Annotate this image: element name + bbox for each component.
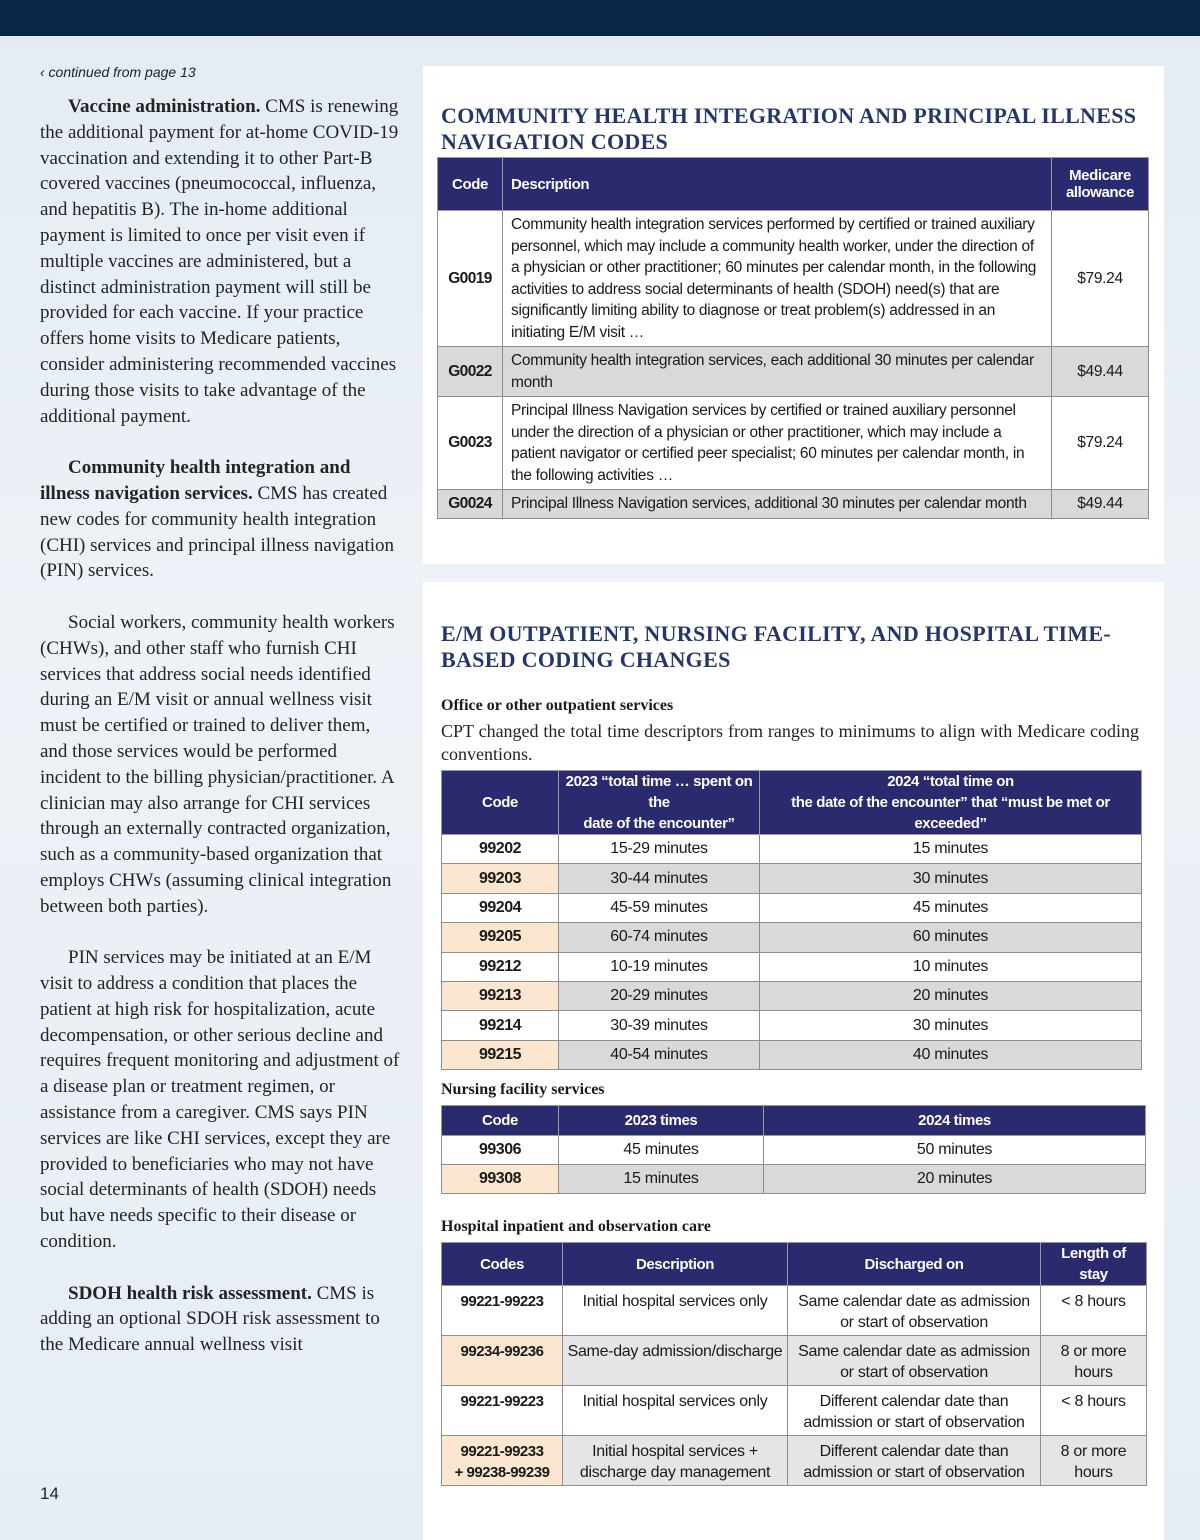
code-cell: G0023 <box>438 397 503 490</box>
col-header-description: Description <box>563 1243 788 1286</box>
codes-cell <box>442 1386 563 1436</box>
time-2024-cell: 10 minutes <box>760 952 1142 981</box>
allowance-cell: $49.44 <box>1052 490 1149 519</box>
col-header-codes: Codes <box>442 1243 563 1286</box>
header-bar <box>0 0 1200 36</box>
cell-line-1: Different calendar date than <box>819 1443 1009 1460</box>
table-row <box>442 864 1142 893</box>
time-2023-cell: 15 minutes <box>559 1165 764 1194</box>
nursing-table <box>441 1105 1146 1194</box>
header-line: date of the encounter” <box>583 815 735 832</box>
header-line: 2024 “total time on <box>887 773 1014 790</box>
table-row <box>442 1436 1147 1486</box>
time-2023-cell: 45-59 minutes <box>559 893 760 922</box>
col-header-2024: 2024 times <box>764 1106 1146 1136</box>
code-cell: G0022 <box>438 347 503 397</box>
cell-line-1: Same calendar date as admission <box>798 1293 1030 1310</box>
office-heading: Office or other outpatient services <box>441 697 674 714</box>
description-cell: Principal Illness Navigation services by certified or trained auxiliary personnel under the direction of a physician or other practitioner, which may include a patient navigator or certified peer specialist; 60 minutes per calendar month, in the following activities … <box>503 397 1052 490</box>
code-cell: 99212 <box>442 952 559 981</box>
cell-line: 99221-99223 <box>460 1393 544 1410</box>
paragraph-text: CMS is renewing the additional payment for at-home COVID-19 vaccination and extending it to other Part-B covered vaccines (pneumococcal, influenza, and hepatitis B). The in-home additional payment is limited to once per visit even if multiple vaccines are administered, but a distinct administration payment will still be provided for each vaccine. If your practice offers home visits to Medicare patients, consider administering recommended vaccines during those visits to take advantage of the additional payment. <box>40 96 399 427</box>
time-2024-cell: 15 minutes <box>760 835 1142 864</box>
los-cell <box>1041 1436 1147 1486</box>
cell-line <box>1045 1436 1142 1483</box>
code-cell: 99306 <box>442 1136 559 1165</box>
code-cell: G0024 <box>438 490 503 519</box>
paragraph-lead: Vaccine administration. <box>68 96 261 117</box>
continued-note: ‹ continued from page 13 <box>40 64 196 80</box>
cell-line <box>792 1286 1036 1333</box>
table-row <box>442 923 1142 952</box>
description-cell: Community health integration services performed by certified or trained auxiliary personnel, which may include a community health worker, under the direction of a physician or other practitioner; 60 minutes per calendar month, in the following activities to address social determinants of health (SDOH) need(s) that are significantly limiting ability to diagnose or treat problem(s) addressed in an initiating E/M visit … <box>503 211 1052 347</box>
cell-line <box>792 1336 1036 1383</box>
description-cell <box>563 1386 788 1436</box>
discharged-cell <box>788 1286 1041 1336</box>
time-2024-cell: 30 minutes <box>760 864 1142 893</box>
time-2023-cell: 20-29 minutes <box>559 981 760 1010</box>
codes-cell <box>442 1336 563 1386</box>
table-row <box>442 1011 1142 1040</box>
paragraph-chw <box>40 610 402 920</box>
table-row <box>438 490 1149 519</box>
col-header-code: Code <box>438 158 503 211</box>
cell-line: 99221-99223 <box>460 1293 544 1310</box>
table-row <box>442 1040 1142 1069</box>
los-cell <box>1041 1336 1147 1386</box>
header-line: allowance <box>1065 184 1135 201</box>
discharged-cell <box>788 1436 1041 1486</box>
time-2023-cell: 60-74 minutes <box>559 923 760 952</box>
paragraph-pin <box>40 945 402 1255</box>
time-2023-cell: 45 minutes <box>559 1136 764 1165</box>
page-number: 14 <box>40 1484 59 1503</box>
time-2024-cell: 20 minutes <box>764 1165 1146 1194</box>
time-2024-cell: 30 minutes <box>760 1011 1142 1040</box>
code-cell: 99205 <box>442 923 559 952</box>
paragraph-lead: Community health integration and illness navigation services. <box>40 457 351 504</box>
description-cell <box>563 1286 788 1336</box>
cell-line: < 8 hours <box>1061 1393 1126 1410</box>
time-2023-cell: 40-54 minutes <box>559 1040 760 1069</box>
cell-line <box>792 1386 1036 1433</box>
time-2024-cell: 60 minutes <box>760 923 1142 952</box>
code-cell: 99202 <box>442 835 559 864</box>
hospital-table <box>441 1242 1147 1486</box>
discharged-cell <box>788 1336 1041 1386</box>
article-column <box>40 64 402 1384</box>
code-cell: 99308 <box>442 1165 559 1194</box>
description-cell: Principal Illness Navigation services, additional 30 minutes per calendar month <box>503 490 1052 519</box>
cell-line-1: Different calendar date than <box>819 1393 1009 1410</box>
em-coding-panel <box>423 582 1164 1540</box>
chi-pin-title: COMMUNITY HEALTH INTEGRATION AND PRINCIPAL ILLNESS NAVIGATION CODES <box>441 103 1137 154</box>
cell-line-1: 99221-99233 <box>460 1443 544 1460</box>
codes-cell <box>442 1286 563 1336</box>
table-row <box>442 893 1142 922</box>
cell-line-1: Same calendar date as admission <box>798 1343 1030 1360</box>
code-cell: 99215 <box>442 1040 559 1069</box>
col-header-allowance <box>1052 158 1149 211</box>
cell-line-1: 8 or more <box>1060 1343 1127 1360</box>
time-2023-cell: 30-39 minutes <box>559 1011 760 1040</box>
code-cell: 99214 <box>442 1011 559 1040</box>
discharged-cell <box>788 1386 1041 1436</box>
paragraph-text: PIN services may be initiated at an E/M visit to address a condition that places the patient at high risk for hospitalization, acute decompensation, or other serious decline and requires frequent monitoring and adjustment of a disease plan or treatment regimen, or assistance from a caregiver. CMS says PIN services are like CHI services, except they are provided to beneficiaries who may not have social determinants of health (SDOH) needs but have needs specific to their disease or condition. <box>40 947 400 1253</box>
allowance-cell: $79.24 <box>1052 397 1149 490</box>
allowance-cell: $79.24 <box>1052 211 1149 347</box>
description-cell: Community health integration services, each additional 30 minutes per calendar month <box>503 347 1052 397</box>
code-cell: G0019 <box>438 211 503 347</box>
cell-line <box>446 1436 558 1483</box>
paragraph-text: CMS is adding an optional SDOH risk assessment to the Medicare annual wellness visit <box>40 1282 380 1356</box>
time-2024-cell: 45 minutes <box>760 893 1142 922</box>
table-row <box>442 1136 1146 1165</box>
cell-line: Initial hospital services only <box>582 1393 768 1410</box>
col-header-discharged: Discharged on <box>788 1243 1041 1286</box>
table-header-row <box>438 158 1149 211</box>
code-cell: 99203 <box>442 864 559 893</box>
table-row <box>438 211 1149 347</box>
paragraph-text: Social workers, community health workers (CHWs), and other staff who furnish CHI services that address social needs identified during an E/M visit or annual wellness visit must be certified or trained to deliver them, and those services would be performed incident to the billing physician/practitioner. A clinician may also arrange for CHI services through an externally contracted organization, such as a community-based organization that employs CHWs (assuming clinical integration between both parties). <box>40 611 395 917</box>
table-row <box>438 347 1149 397</box>
time-2023-cell: 10-19 minutes <box>559 952 760 981</box>
hospital-heading: Hospital inpatient and observation care <box>441 1218 711 1235</box>
col-header-description: Description <box>503 158 1052 211</box>
cell-line-1: Initial hospital services + <box>592 1443 758 1460</box>
code-cell: 99204 <box>442 893 559 922</box>
cell-line: < 8 hours <box>1061 1293 1126 1310</box>
cell-line: 99234-99236 <box>460 1343 544 1360</box>
col-header-2024 <box>760 771 1142 835</box>
table-row <box>442 1386 1147 1436</box>
table-row <box>442 1286 1147 1336</box>
paragraph-text: CMS has created new codes for community health integration (CHI) services and principal illness navigation (PIN) services. <box>40 482 395 582</box>
chi-pin-panel <box>423 66 1164 564</box>
table-row <box>442 1336 1147 1386</box>
cell-line-2: admission or start of observation <box>803 1464 1025 1481</box>
cell-line: Same-day admission/discharge <box>567 1343 783 1360</box>
table-header-row <box>442 1243 1147 1286</box>
cell-line-2: + 99238-99239 <box>454 1464 550 1481</box>
cell-line-2: discharge day management <box>579 1464 771 1481</box>
nursing-heading: Nursing facility services <box>441 1081 605 1098</box>
col-header-length-of-stay: Length of stay <box>1041 1243 1147 1286</box>
col-header-2023: 2023 times <box>559 1106 764 1136</box>
time-2024-cell: 40 minutes <box>760 1040 1142 1069</box>
paragraph-sdoh <box>40 1281 402 1358</box>
code-cell: 99213 <box>442 981 559 1010</box>
description-cell <box>563 1436 788 1486</box>
header-line: the date of the encounter” that “must be met or exceeded” <box>791 794 1110 832</box>
cell-line-2: admission or start of observation <box>803 1414 1025 1431</box>
table-row <box>442 981 1142 1010</box>
cell-line: Initial hospital services only <box>582 1293 768 1310</box>
table-row <box>438 397 1149 490</box>
table-row <box>442 1165 1146 1194</box>
col-header-code: Code <box>442 1106 559 1136</box>
table-row <box>442 835 1142 864</box>
cell-line-1: 8 or more <box>1060 1443 1127 1460</box>
cell-line-2: hours <box>1074 1464 1113 1481</box>
header-line: Medicare <box>1069 167 1131 184</box>
time-2023-cell: 30-44 minutes <box>559 864 760 893</box>
em-coding-title: E/M OUTPATIENT, NURSING FACILITY, AND HOSPITAL TIME-BASED CODING CHANGES <box>441 621 1112 672</box>
cell-line-2: or start of observation <box>840 1314 988 1331</box>
los-cell <box>1041 1286 1147 1336</box>
paragraph-chi <box>40 455 402 584</box>
description-cell <box>563 1336 788 1386</box>
office-intro: CPT changed the total time descriptors from ranges to minimums to align with Medicare coding conventions. <box>441 721 1139 764</box>
col-header-code: Code <box>442 771 559 835</box>
cell-line-2: or start of observation <box>840 1364 988 1381</box>
chi-pin-table <box>437 157 1149 519</box>
table-header-row <box>442 1106 1146 1136</box>
paragraph-vaccine <box>40 94 402 429</box>
time-2024-cell: 20 minutes <box>760 981 1142 1010</box>
cell-line <box>1045 1336 1142 1383</box>
cell-line-2: hours <box>1074 1364 1113 1381</box>
col-header-2023 <box>559 771 760 835</box>
office-table <box>441 770 1142 1070</box>
los-cell <box>1041 1386 1147 1436</box>
allowance-cell: $49.44 <box>1052 347 1149 397</box>
cell-line <box>792 1436 1036 1483</box>
table-row <box>442 952 1142 981</box>
time-2024-cell: 50 minutes <box>764 1136 1146 1165</box>
cell-line <box>567 1436 783 1483</box>
table-header-row <box>442 771 1142 835</box>
header-line: 2023 “total time … spent on the <box>565 773 753 811</box>
time-2023-cell: 15-29 minutes <box>559 835 760 864</box>
codes-cell <box>442 1436 563 1486</box>
paragraph-lead: SDOH health risk assessment. <box>68 1282 312 1304</box>
